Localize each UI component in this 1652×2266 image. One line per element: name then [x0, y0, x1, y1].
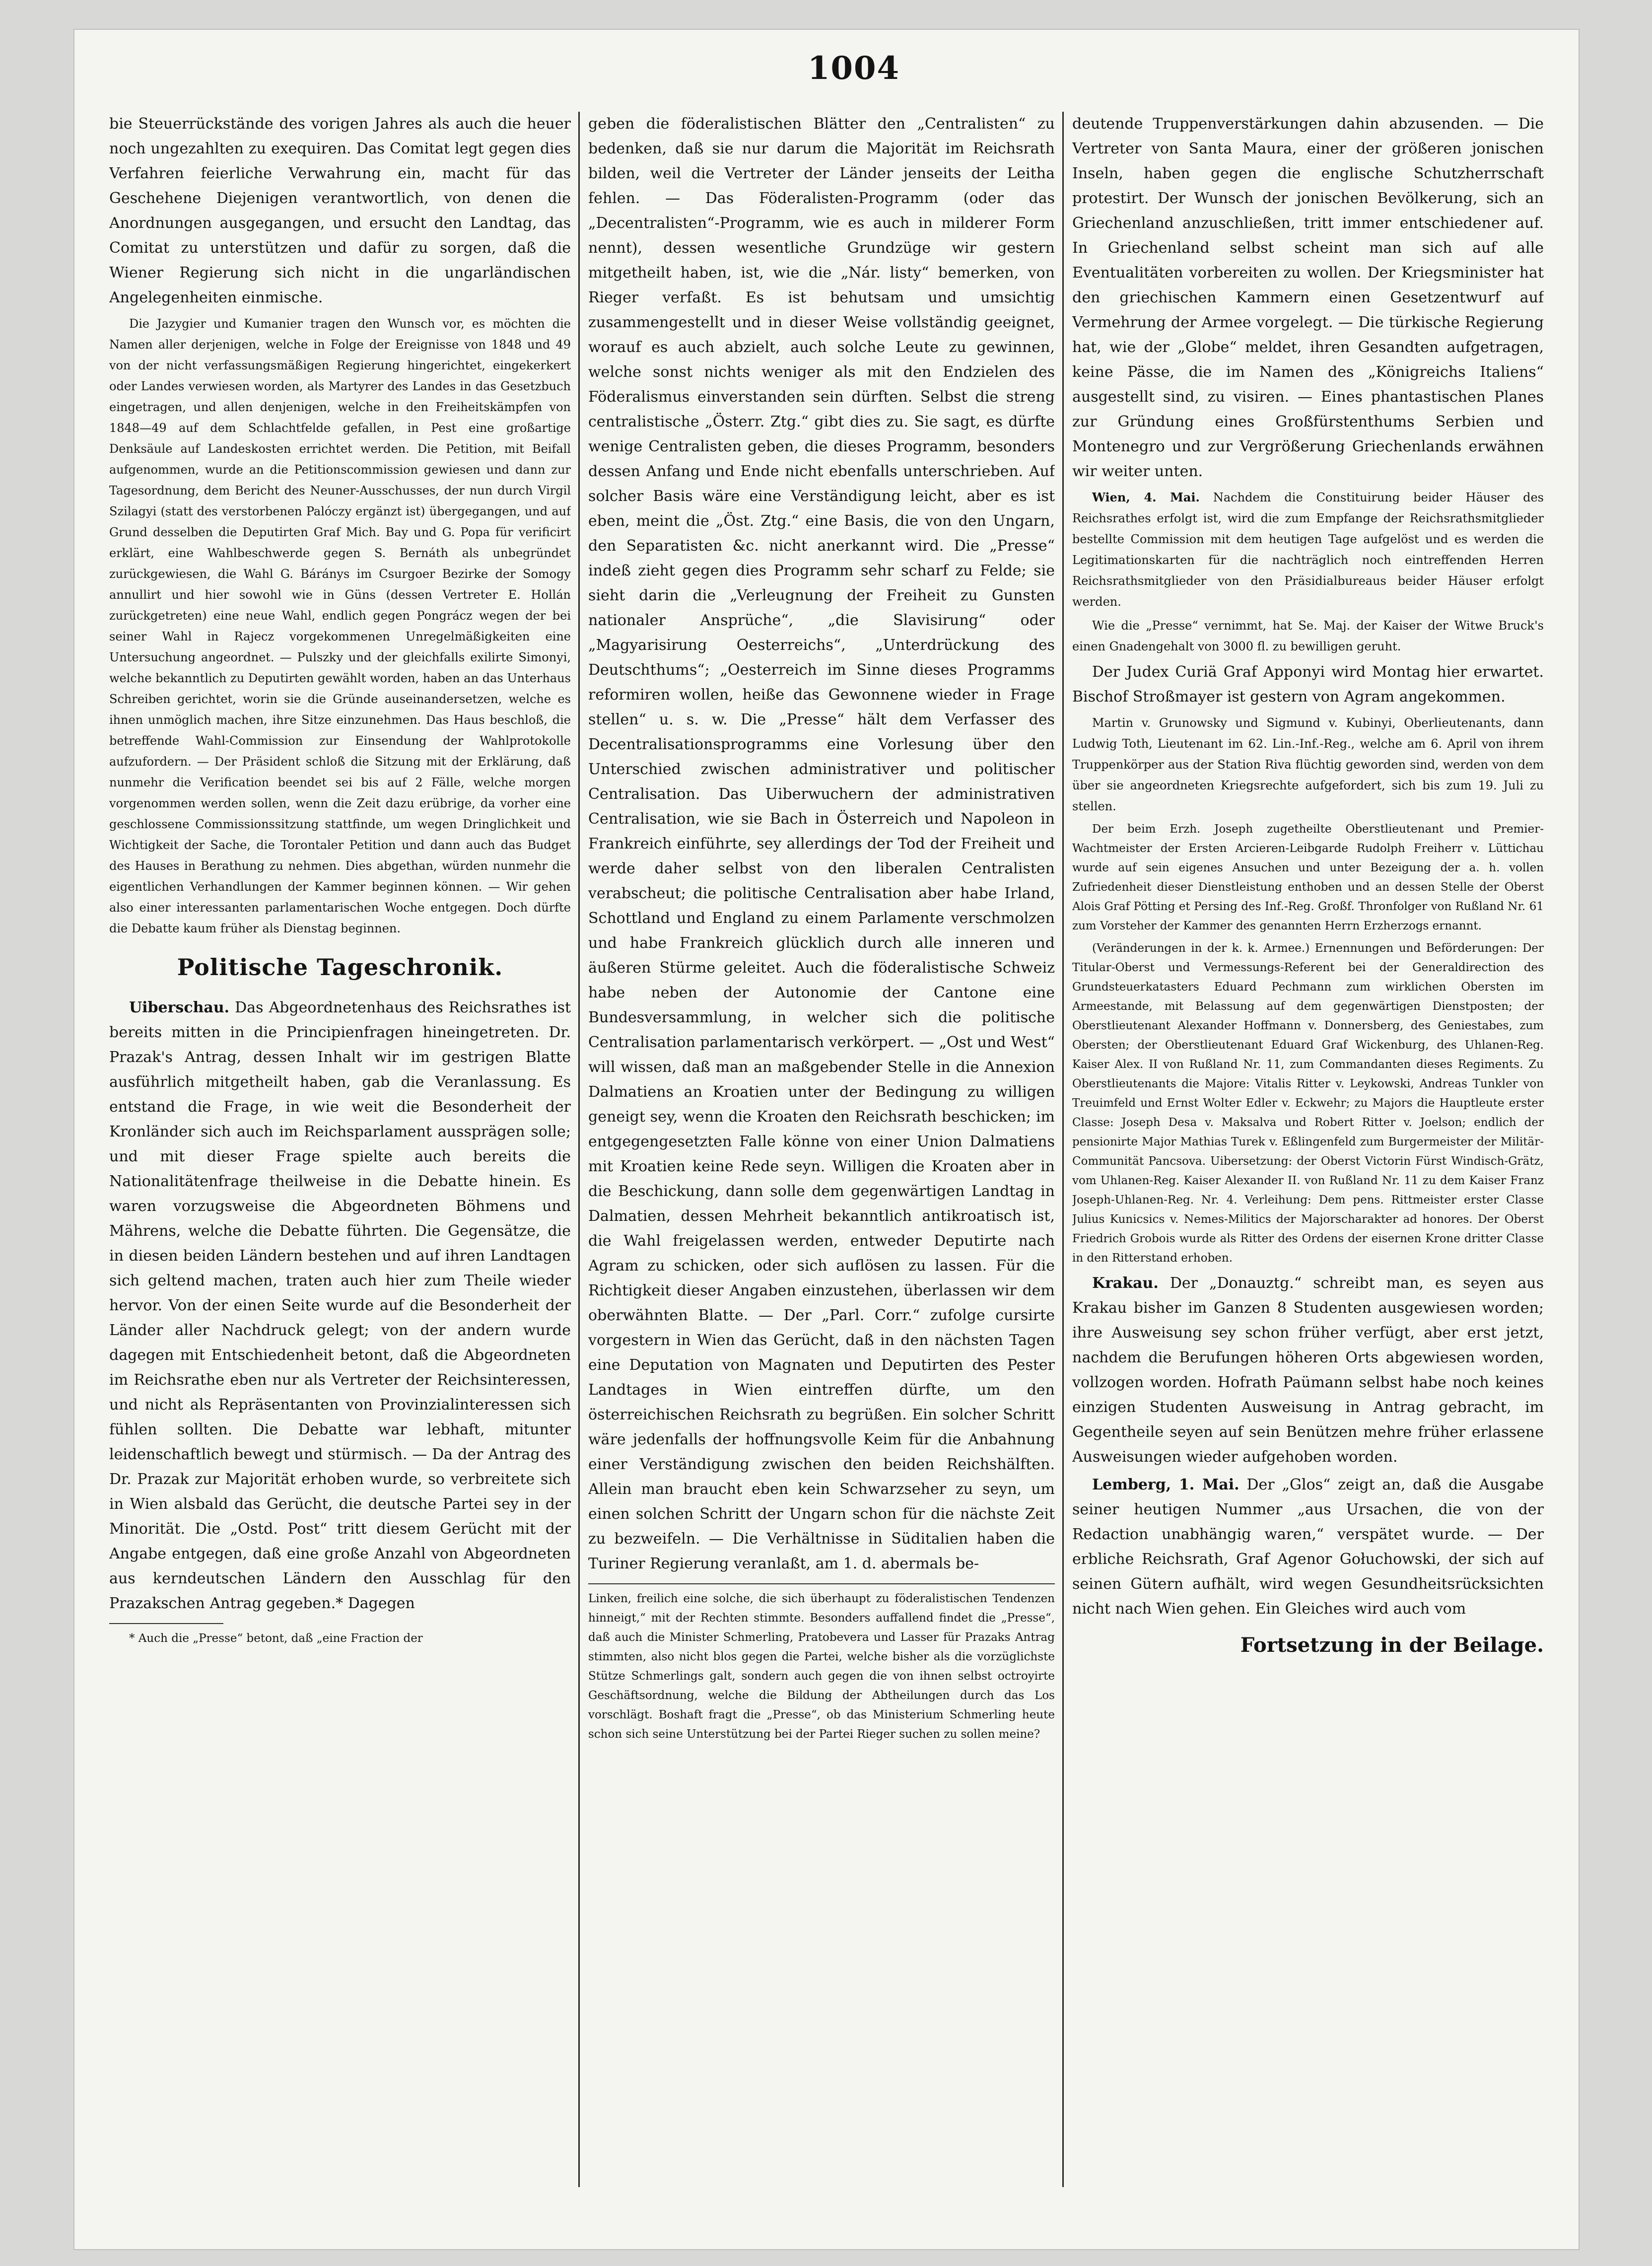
col3-paragraph-3: Wie die „Presse“ vernimmt, hat Se. Maj. der Kaiser der Witwe Bruck's einen Gnadengehalt von 3000 fl. zu bewilligen geruht.	[1072, 619, 1544, 653]
col3-paragraph-2-lead: Wien, 4. Mai.	[1092, 490, 1200, 504]
col3-paragraph-5: Martin v. Grunowsky und Sigmund v. Kubinyi, Oberlieutenants, dann Ludwig Toth, Lieutenant im 62. Lin.-Inf.-Reg., welche am 6. April von ihrem Truppenkörper aus der Station Riva flüchtig geworden sind, werden von dem über sie angeordneten Kriegsrechte aufgefordert, sich bis zum 19. Juli zu stellen.	[1072, 716, 1544, 813]
col1-paragraph-3-body: Das Abgeordnetenhaus des Reichsrathes ist bereits mitten in die Principienfragen hineingetreten. Dr. Prazak's Antrag, dessen Inhalt wir im gestrigen Blatte ausführlich mitgetheilt haben, gab die Veranlassung. Es entstand die Frage, in wie weit die Besonderheit der Kronländer sich auch im Reichsparlament aussprägen solle; und mit dieser Frage spielte auch bereits die Nationalitätenfrage theilweise in die Debatte hinein. Es waren vorzugsweise die Abgeordneten Böhmens und Mährens, welche die Debatte führten. Die Gegensätze, die in diesen beiden Ländern bestehen und auf ihren Landtagen sich geltend machen, traten auch hier zum Theile wieder hervor. Von der einen Seite wurde auf die Besonderheit der Länder aller Nachdruck gelegt; von der andern wurde dagegen mit Entschiedenheit betont, daß die Abgeordneten im Reichsrathe eben nur als Vertreter der Reichsinteressen, und nicht als Repräsentanten von Provinzialinteressen sich fühlen sollten. Die Debatte war lebhaft, mitunter leidenschaftlich bewegt und stürmisch. — Da der Antrag des Dr. Prazak zur Majorität erhoben wurde, so verbreitete sich in Wien alsbald das Gerücht, die deutsche Partei sey in der Minorität. Die „Ostd. Post“ tritt diesem Gerücht mit der Angabe entgegen, daß eine große Anzahl von Abgeordneten aus kerndeutschen Ländern den Ausschlag für den Prazakschen Antrag gegeben.* Dagegen	[109, 999, 571, 1612]
col3-paragraph-1: deutende Truppenverstärkungen dahin abzusenden. — Die Vertreter von Santa Maura, einer der größeren jonischen Inseln, haben gegen die englische Schutzherrschaft protestirt. Der Wunsch der jonischen Bevölkerung, sich an Griechenland anzuschließen, tritt immer entschiedener auf. In Griechenland selbst scheint man sich auf alle Eventualitäten vorbereiten zu wollen. Der Kriegsminister hat den griechischen Kammern einen Gesetzentwurf auf Vermehrung der Armee vorgelegt. — Die türkische Regierung hat, wie der „Globe“ meldet, ihren Gesandten aufgetragen, keine Pässe, die im Namen des „Königreichs Italiens“ ausgestellt sind, zu visiren. — Eines phantastischen Planes zur Gründung eines Großfürstenthums Serbien und Montenegro und zur Vergrößerung Griechenlands erwähnen wir weiter unten.	[1072, 115, 1544, 480]
column-1	[109, 112, 571, 2187]
col3-paragraph-9-body: Der „Glos“ zeigt an, daß die Ausgabe seiner heutigen Nummer „aus Ursachen, die von der Redaction unabhängig waren,“ verspätet wurde. — Der erbliche Reichsrath, Graf Agenor Gołuchowski, der sich auf seinen Gütern aufhält, wird wegen Gesundheitsrücksichten nicht nach Wien gehen. Ein Gleiches wird auch vom	[1072, 1476, 1544, 1618]
col3-paragraph-2-body: Nachdem die Constituirung beider Häuser des Reichsrathes erfolgt ist, wird die zum Empfange der Reichsrathsmitglieder bestellte Commission mit dem heutigen Tage aufgelöst und es werden die Legitimationskarten für die nachträglich noch eintreffenden Herren Reichsrathsmitglieder von den Präsidialbureaus beider Häuser erfolgt werden.	[1072, 491, 1544, 609]
column-rule-1	[578, 112, 580, 2187]
col2-paragraph-1: geben die föderalistischen Blätter den „Centralisten“ zu bedenken, daß sie nur darum die Majorität im Reichsrath bilden, weil die Vertreter der Länder jenseits der Leitha fehlen. — Das Föderalisten-Programm (oder das „Decentralisten“-Programm, wie es auch in milderer Form nennt), dessen wesentliche Grundzüge wir gestern mitgetheilt haben, ist, wie die „Nár. listy“ bemerken, von Rieger verfaßt. Es ist behutsam und umsichtig zusammengestellt und in dieser Weise vollständig geeignet, worauf es auch abzielt, auch solche Leute zu gewinnen, welche sonst nichts weniger als mit den Endzielen des Föderalismus einverstanden sein dürften. Selbst die streng centralistische „Österr. Ztg.“ gibt dies zu. Sie sagt, es dürfte wenige Centralisten geben, die dieses Programm, besonders dessen Anfang und Ende nicht ebenfalls unterschrieben. Auf solcher Basis wäre eine Verständigung leicht, aber es ist eben, meint die „Öst. Ztg.“ eine Basis, die von den Ungarn, den Separatisten &c. nicht anerkannt wird. Die „Presse“ indeß zieht gegen dies Programm sehr scharf zu Felde; sie sieht darin die „Verleugnung der Freiheit zu Gunsten nationaler Ansprüche“, „die Slavisirung“ oder „Magyarisirung Oesterreichs“, „Unterdrückung des Deutschthums“; „Oesterreich im Sinne dieses Programms reformiren wollen, heiße das Gewonnene wieder in Frage stellen“ u. s. w. Die „Presse“ hält dem Verfasser des Decentralisationsprogramms eine Vorlesung über den Unterschied zwischen administrativer und politischer Centralisation. Das Uiberwuchern der administrativen Centralisation, wie sie Bach in Österreich und Napoleon in Frankreich einführte, sey allerdings der Tod der Freiheit und werde daher selbst von den liberalen Centralisten verabscheut; die politische Centralisation aber habe Irland, Schottland und England zu einem Parlamente verschmolzen und habe Frankreich glücklich durch alle inneren und äußeren Stürme geleitet. Auch die föderalistische Schweiz habe neben der Autonomie der Cantone eine Bundesversammlung, in welcher sich die politische Centralisation parlamentarisch verkörpert. — „Ost und West“ will wissen, daß man an maßgebender Stelle in die Annexion Dalmatiens an Kroatien unter der Bedingung zu willigen geneigt sey, wenn die Kroaten den Reichsrath beschicken; im entgegengesetzten Falle könne von einer Union Dalmatiens mit Kroatien keine Rede seyn. Willigen die Kroaten aber in die Beschickung, dann solle dem gegenwärtigen Landtag in Dalmatien, dessen Mehrheit bekanntlich antikroatisch ist, die Wahl freigelassen werden, entweder Deputirte nach Agram zu schicken, oder sich auflösen zu lassen. Für die Richtigkeit dieser Angaben einzustehen, überlassen wir dem oberwähnten Blatte. — Der „Parl. Corr.“ zufolge cursirte vorgestern in Wien das Gerücht, daß in den nächsten Tagen eine Deputation von Magnaten und Deputirten des Pester Landtages in Wien eintreffen dürfte, um den österreichischen Reichsrath zu begrüßen. Ein solcher Schritt wäre jedenfalls der hoffnungsvolle Keim für die Anbahnung einer Verständigung zwischen den beiden Reichshälften. Allein man braucht eben kein Schwarzseher zu seyn, um einen solchen Schritt der Ungarn schon für die nächste Zeit zu bezweifeln. — Die Verhältnisse in Süditalien haben die Turiner Regierung veranlaßt, am 1. d. abermals be-	[588, 115, 1055, 1572]
col2-footnote: Linken, freilich eine solche, die sich überhaupt zu föderalistischen Tendenzen hinneigt,“ mit der Rechten stimmte. Besonders auffallend findet die „Presse“, daß auch die Minister Schmerling, Pratobevera und Lasser für Prazaks Antrag stimmten, also nicht blos gegen die Partei, welche bisher als die vorzüglichste Stütze Schmerlings galt, sondern auch gegen die von ihnen selbst octroyirte Geschäftsordnung, welche die Bildung der Abtheilungen durch das Los vorschlägt. Boshaft fragt die „Presse“, ob das Ministerium Schmerling heute schon sich seine Unterstützung bei der Partei Rieger suchen zu sollen meine?	[588, 1592, 1055, 1741]
col3-paragraph-8	[1072, 1271, 1544, 1470]
col1-paragraph-1: bie Steuerrückstände des vorigen Jahres als auch die heuer noch ungezahlten zu exequiren. Das Comitat legt gegen dies Verfahren feierliche Verwahrung ein, macht für das Geschehene Diejenigen verantwortlich, von denen die Anordnungen ausgegangen, und ersucht den Landtag, das Comitat zu unterstützen und dafür zu sorgen, daß die Wiener Regierung sich nicht in die ungarländischen Angelegenheiten einmische.	[109, 115, 571, 306]
col3-paragraph-9	[1072, 1473, 1544, 1622]
col1-paragraph-2: Die Jazygier und Kumanier tragen den Wunsch vor, es möchten die Namen aller derjenigen, welche in Folge der Ereignisse von 1848 und 49 von der nicht verfassungsmäßigen Regierung hingerichtet, eingekerkert oder Landes verwiesen worden, als Martyrer des Landes in das Gesetzbuch eingetragen, und allen denjenigen, welche in den Freiheitskämpfen von 1848—49 auf dem Schlachtfelde gefallen, in Pest eine großartige Denksäule auf Landeskosten errichtet werden. Die Petition, mit Beifall aufgenommen, wurde an die Petitionscommission gewiesen und dann zur Tagesordnung, dem Bericht des Neuner-Ausschusses, der nun durch Virgil Szilagyi (statt des verstorbenen Palóczy ergänzt ist) übergegangen, und auf Grund desselben die Deputirten Graf Mich. Bay und G. Popa für verificirt erklärt, eine Wahlbeschwerde gegen S. Bernáth als unbegründet zurückgewiesen, die Wahl G. Báránys im Csurgoer Bezirke der Somogy annullirt und hier sowohl wie in Güns (dessen Vertreter E. Hollán zurückgetreten) eine neue Wahl, endlich gegen Pongrácz wegen der bei seiner Wahl in Rajecz vorgekommenen Unregelmäßigkeiten eine Untersuchung angeordnet. — Pulszky und der gleichfalls exilirte Simonyi, welche bekanntlich zu Deputirten gewählt worden, haben an das Unterhaus Schreiben gerichtet, worin sie die Gründe auseinandersetzen, welche es ihnen unmöglich machen, ihre Sitze einzunehmen. Das Haus beschloß, die betreffende Wahl-Commission zur Einsendung der Wahlprotokolle aufzufordern. — Der Präsident schloß die Sitzung mit der Erklärung, daß nunmehr die Verification beendet sei bis auf 2 Fälle, welche morgen vorgenommen werden sollen, wenn die Zeit dazu erübrige, da vorher eine geschlossene Commissionssitzung stattfinde, um wegen Dringlichkeit und Wichtigkeit der Sache, die Torontaler Petition und dann auch das Budget des Hauses in Berathung zu nehmen. Dies abgethan, würden nunmehr die eigentlichen Verhandlungen der Kammer beginnen können. — Wir gehen also einer interessanten parlamentarischen Woche entgegen. Doch dürfte die Debatte kaum früher als Dienstag beginnen.	[109, 317, 571, 935]
col3-paragraph-9-lead: Lemberg, 1. Mai.	[1092, 1476, 1239, 1493]
continued-notice: Fortsetzung in der Beilage.	[1240, 1633, 1544, 1657]
footnote-rule-2	[588, 1583, 1055, 1584]
col3-paragraph-7: (Veränderungen in der k. k. Armee.) Ernennungen und Beförderungen: Der Titular-Oberst und Vermessungs-Referent bei der Generaldirection des Grundsteuerkatasters Eduard Pechmann zum wirklichen Obersten im Armeestande, mit Belassung auf dem gegenwärtigen Dienstposten; der Oberstlieutenant Alexander Hoffmann v. Donnersberg, des Geniestabes, zum Obersten; der Oberstlieutenant Eduard Graf Wickenburg, des Uhlanen-Reg. Kaiser Alex. II von Rußland Nr. 11, zum Commandanten dieses Regiments. Zu Oberstlieutenants die Majore: Vitalis Ritter v. Leykowski, Andreas Tunkler von Treuimfeld und Ernst Wolter Edler v. Eckwehr; zu Majors die Hauptleute erster Classe: Joseph Desa v. Maksalva und Robert Ritter v. Joelson; endlich der pensionirte Major Mathias Turek v. Eßlingenfeld zum Burgermeister der Militär-Communität Pancsova. Uibersetzung: der Oberst Victorin Fürst Windisch-Grätz, vom Uhlanen-Reg. Kaiser Alexander II. von Rußland Nr. 11 zu dem Kaiser Franz Joseph-Uhlanen-Reg. Nr. 4. Verleihung: Dem pens. Rittmeister erster Classe Julius Kunicsics v. Nemes-Militics der Majorscharakter ad honores. Der Oberst Friedrich Grobois wurde als Ritter des Ordens der eisernen Krone dritter Classe in den Ritterstand erhoben.	[1072, 942, 1544, 1265]
col1-footnote: * Auch die „Presse“ betont, daß „eine Fraction der	[129, 1632, 423, 1645]
col3-paragraph-8-lead: Krakau.	[1092, 1275, 1159, 1292]
col3-paragraph-2	[1072, 487, 1544, 612]
footnote-rule	[109, 1623, 223, 1624]
col1-paragraph-3-lead: Uiberschau.	[129, 999, 230, 1016]
column-3	[1072, 112, 1544, 2187]
section-heading: Politische Tageschronik.	[177, 954, 503, 981]
col3-paragraph-4: Der Judex Curiä Graf Apponyi wird Montag hier erwartet. Bischof Stroßmayer ist gestern von Agram angekommen.	[1072, 663, 1544, 706]
col3-paragraph-6: Der beim Erzh. Joseph zugetheilte Oberstlieutenant und Premier-Wachtmeister der Ersten Arcieren-Leibgarde Rudolph Freiherr v. Lüttichau wurde auf sein eigenes Ansuchen und unter Bezeigung der a. h. vollen Zufriedenheit dieser Dienstleistung enthoben und an dessen Stelle der Oberst Alois Graf Pötting et Persing des Inf.-Reg. Großf. Thronfolger von Rußland Nr. 61 zum Vorsteher der Kammer des genannten Herrn Erzherzogs ernannt.	[1072, 823, 1544, 932]
page-number: 1004	[807, 50, 900, 87]
col1-paragraph-3	[109, 995, 571, 1616]
column-2	[588, 112, 1055, 2187]
newspaper-page	[74, 30, 1579, 2249]
col3-paragraph-8-body: Der „Donauztg.“ schreibt man, es seyen aus Krakau bisher im Ganzen 8 Studenten ausgewiesen worden; ihre Ausweisung sey schon früher verfügt, aber erst jetzt, nachdem die Berufungen höheren Orts abgewiesen worden, vollzogen worden. Hofrath Paümann selbst habe noch keines einzigen Studenten Ausweisung in Antrag gebracht, im Gegentheile seyen auf sein Benützen mehre früher erlassene Ausweisungen wieder aufgehoben worden.	[1072, 1275, 1544, 1466]
column-rule-2	[1062, 112, 1064, 2187]
